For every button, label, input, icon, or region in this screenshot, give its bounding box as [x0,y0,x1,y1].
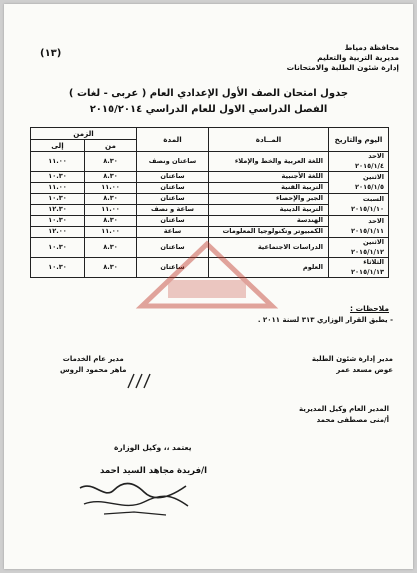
day-label: الاثنين [363,173,384,181]
date-label: ٢٠١٥/١/١٣ [351,267,384,276]
header-duration: المدة [137,128,209,152]
to-cell: ١٠.٣٠ [31,172,85,183]
header-to: إلى [31,140,85,152]
signature-name: ماهر محمود الروس [60,366,127,374]
date-label: ٢٠١٥/١/١٠ [351,204,384,213]
signature-title: المدير العام وكيل المديرية [299,405,389,413]
from-cell: ٨.٣٠ [85,152,137,172]
duration-cell: ساعة [137,227,209,238]
to-cell: ١١.٠٠ [31,152,85,172]
header-directorate: مديرية التربية والتعليم [317,53,399,62]
day-label: الاحد [368,217,384,225]
day-label: الاحد [368,152,384,160]
signature-name: أ/منى مصطفى محمد [316,416,389,424]
signature-approval-name: ا/فريدة مجاهد السيد احمد [100,466,208,476]
subject-cell: التربية الفنية [209,183,329,194]
to-cell: ١٠.٣٠ [31,216,85,227]
page-number: (١٣) [40,48,62,59]
table-row [31,172,389,183]
day-date-cell [329,194,389,216]
from-cell: ٨.٣٠ [85,258,137,278]
from-cell: ١١.٠٠ [85,183,137,194]
header-time: الزمن [31,128,137,140]
day-date-cell [329,172,389,194]
document-page [4,4,413,569]
duration-cell: ساعتان [137,183,209,194]
duration-cell: ساعتان [137,258,209,278]
document-title: جدول امتحان الصف الأول الإعدادي العام ( عربى - لغات ) [68,88,349,99]
duration-cell: ساعتان [137,172,209,183]
to-cell: ١٢.٣٠ [31,205,85,216]
notes-heading: ملاحظات : [349,304,389,313]
subject-cell: العلوم [209,258,329,278]
subject-cell: الهندسة [209,216,329,227]
subject-cell: التربية الدينية [209,205,329,216]
day-date-cell [329,152,389,172]
watermark-band [168,280,246,298]
document-header [287,43,399,73]
day-date-cell [329,258,389,278]
day-label: الاثنين [363,238,384,246]
from-cell: ٨.٣٠ [85,216,137,227]
header-administration: إدارة شئون الطلبة والامتحانات [286,63,399,72]
date-label: ٢٠١٥/١/١١ [351,226,384,235]
document-subtitle: الفصل الدراسي الاول للعام الدراسي ٢٠١٥/٢٠١٤ [89,104,328,115]
table-row [31,194,389,205]
header-subject: المــادة [209,128,329,152]
date-label: ٢٠١٥/١/١٢ [351,247,384,256]
handwritten-signature [74,478,194,520]
table-row [31,216,389,227]
duration-cell: ساعة و نصف [137,205,209,216]
notes-line: - يطبق القرار الوزاري ٣١٣ لسنة ٢٠١١ . [257,316,393,324]
header-day: اليوم والتاريخ [329,128,389,152]
date-label: ٢٠١٥/١/٤ [355,161,384,170]
duration-cell: ساعتان [137,216,209,227]
table-row [31,152,389,172]
signature-services [60,354,127,376]
signature-title: مدير إدارة شئون الطلبة [311,355,393,363]
duration-cell: ساعتان [137,194,209,205]
header-from: من [85,140,137,152]
to-cell: ١٢.٠٠ [31,227,85,238]
to-cell: ١٠.٣٠ [31,258,85,278]
signature-general-manager [299,404,389,426]
duration-cell: ساعتان [137,238,209,258]
from-cell: ٨.٣٠ [85,238,137,258]
subject-cell: اللغة العربية والخط والإملاء [209,152,329,172]
signature-approval-title: يعتمد ،، وكيل الوزارة [114,443,192,452]
duration-cell: ساعتان ونصف [137,152,209,172]
day-label: السبت [362,195,384,203]
signature-title: مدير عام الخدمات [62,355,124,363]
header-governorate: محافظة دمياط [344,43,399,52]
from-cell: ١١.٠٠ [85,205,137,216]
signature-name: عوض مسعد عمر [336,366,393,374]
subject-cell: الجبر والإحصاء [209,194,329,205]
from-cell: ١١.٠٠ [85,227,137,238]
from-cell: ٨.٣٠ [85,194,137,205]
watermark-logo [132,240,282,312]
from-cell: ٨.٣٠ [85,172,137,183]
signature-student-affairs [312,354,393,376]
day-date-cell [329,216,389,238]
subject-cell: اللغة الأجنبية [209,172,329,183]
to-cell: ١١.٠٠ [31,183,85,194]
day-date-cell [329,238,389,258]
subject-cell: الكمبيوتر وتكنولوجيا المعلومات [209,227,329,238]
day-label: الثلاثاء [363,258,384,266]
date-label: ٢٠١٥/١/٥ [355,182,384,191]
to-cell: ١٠.٣٠ [31,238,85,258]
subject-cell: الدراسات الاجتماعية [209,238,329,258]
handwritten-mark-icon [124,370,152,392]
to-cell: ١٠.٣٠ [31,194,85,205]
